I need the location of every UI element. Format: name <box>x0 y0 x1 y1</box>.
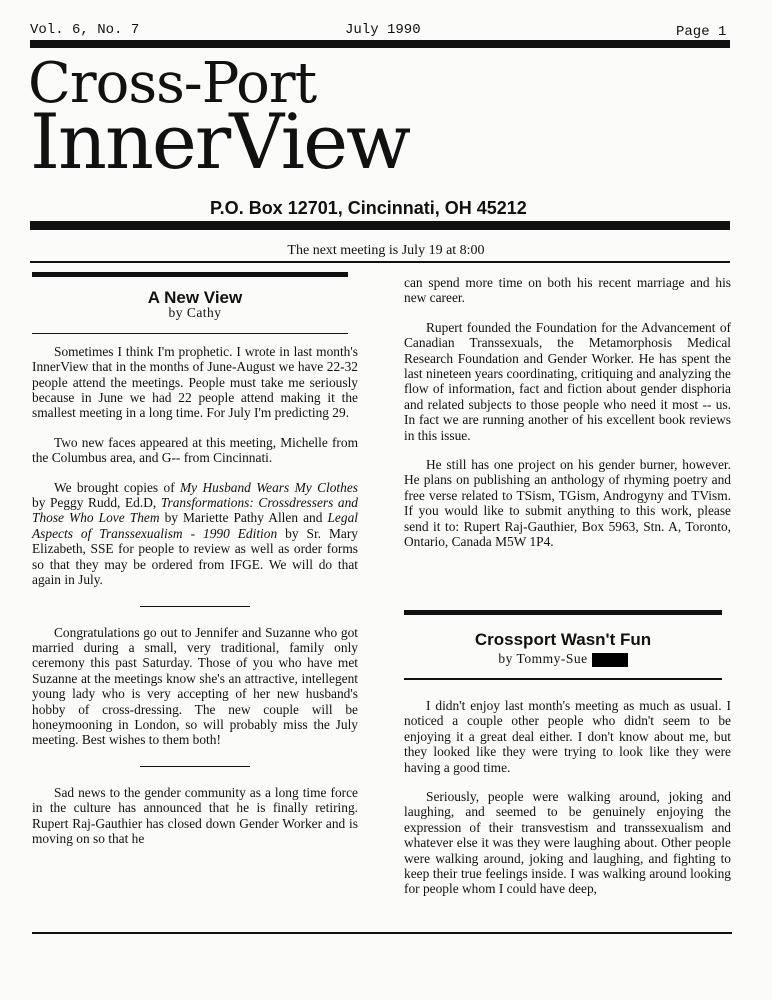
issue-date: July 1990 <box>345 22 421 38</box>
mailing-address: P.O. Box 12701, Cincinnati, OH 45212 <box>210 198 527 218</box>
page-number: Page 1 <box>676 24 727 40</box>
paragraph: Sad news to the gender community as a long time force in the culture has announced that he is finally retiring. Rupert Raj-Gauthier has closed down Gender Worker and is moving on so that he <box>32 784 358 846</box>
article-title: A New View <box>147 288 243 307</box>
right-column-lower <box>404 698 731 911</box>
paragraph: I didn't enjoy last month's meeting as much as usual. I noticed a couple other people who didn't seem to be enjoying it a great deal either. I don't know about me, but they looked like they were trying to look like they were having a good time. <box>404 698 731 775</box>
notice-rule <box>30 261 730 263</box>
paragraph: Congratulations go out to Jennifer and Suzanne who got married during a small, very traditional, family only ceremony this past Saturday. Those of you who have met Suzanne at the meetings know she's an attractive, intellegent young lady who is very accepting of her new husband's hobby of cross-dressing. The new couple will be honeymooning in London, so will probably miss the July meeting. Best wishes to them both! <box>32 624 358 748</box>
byline-rule <box>32 333 348 334</box>
redaction-bar <box>592 653 628 667</box>
section-divider <box>140 606 250 607</box>
article-title: Crossport Wasn't Fun <box>474 630 652 649</box>
paragraph: We brought copies of My Husband Wears My Clothes by Peggy Rudd, Ed.D, Transformations: Crossdressers and Those Who Love Them by Mariette Pathy Allen and Legal Aspects of Transsexualism - 1990 Edition by Sr. Mary Elizabeth, SSE for people to review as well as order forms so that they may be ordered from IFGE. We will do that again in July. <box>32 479 358 588</box>
paragraph: Two new faces appeared at this meeting, Michelle from the Columbus area, and G-- from Cincinnati. <box>32 434 358 466</box>
paragraph: Rupert founded the Foundation for the Advancement of Canadian Transsexuals, the Metamorphosis Medical Research Foundation and Gender Worker. He has spent the last nineteen years coordinating, critiquing and analyzing the flow of information, fact and fiction about gender disphoria and related subjects to those people who need it most -- us. In fact we are running another of his excellent book reviews in this issue. <box>404 319 731 443</box>
left-column <box>32 290 358 860</box>
volume-number: Vol. 6, No. 7 <box>30 22 140 38</box>
article-rule <box>32 272 348 277</box>
header-rule <box>30 40 730 48</box>
article-byline: by Tommy-Sue <box>404 651 722 667</box>
right-column <box>404 275 731 564</box>
byline-rule <box>404 678 722 680</box>
meeting-notice: The next meeting is July 19 at 8:00 <box>287 243 485 258</box>
footer-rule <box>32 932 732 934</box>
section-divider <box>140 766 250 767</box>
masthead-rule <box>30 221 730 230</box>
article-rule <box>404 610 722 615</box>
paragraph: He still has one project on his gender burner, however. He plans on publishing an anthology of rhyming poetry and free verse related to TSism, TGism, Androgyny and TVism. If you would like to submit anything to this work, please send it to: Rupert Raj-Gauthier, Box 5963, Stn. A, Toronto, Ontario, Canada M5W 1P4. <box>404 457 731 550</box>
masthead-title-line2: InnerView <box>30 97 410 186</box>
paragraph: Seriously, people were walking around, joking and laughing, and seemed to be genuinely enjoying the expression of their transvestism and transsexualism and whatever else it was they were laughing about. Other people were walking around, joking and laughing, and fighting to keep their true feelings inside. I was walking around looking for people whom I could have deep, <box>404 789 731 897</box>
paragraph: can spend more time on both his recent marriage and his new career. <box>404 275 731 306</box>
article-byline: by Cathy <box>168 305 222 321</box>
masthead-title-line1: Cross-Port <box>28 51 317 116</box>
paragraph: Sometimes I think I'm prophetic. I wrote in last month's InnerView that in the months of June-August we have 22-32 people attend the meetings. People must take me seriously because in June we had 22 people attend making it the smallest meeting in a long time. For July I'm predicting 29. <box>32 343 358 421</box>
